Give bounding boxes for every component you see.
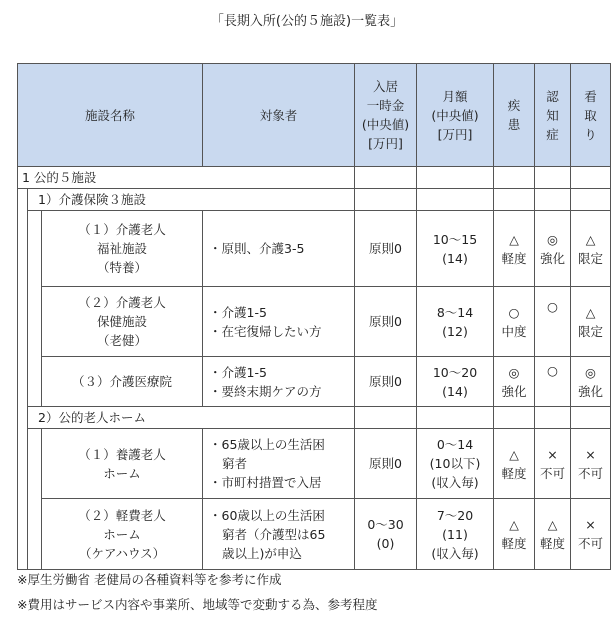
deposit-cell: 原則0 (355, 287, 417, 357)
subsection-row (18, 407, 611, 429)
target-cell: ・介護1-5 ・要終末期ケアの方 (203, 357, 355, 407)
header-monthly: 月額 (中央値) [万円] (417, 64, 494, 167)
section-title: 1 公的５施設 (18, 167, 355, 189)
section-row (18, 167, 611, 189)
header-dementia: 認 知 症 (535, 64, 571, 167)
monthly-cell: 0～14 (10以下) (収入毎) (417, 429, 494, 499)
target-cell: ・60歳以上の生活困 窮者（介護型は65 歳以上)が申込 (203, 499, 355, 570)
footnote-source: ※厚生労働省 老健局の各種資料等を参考に作成 (17, 572, 282, 587)
facility-name: （３）介護医療院 (42, 357, 203, 407)
monthly-cell: 10～15 (14) (417, 211, 494, 287)
subsection-title: 1）介護保険３施設 (28, 189, 355, 211)
table-row (18, 287, 611, 357)
terminal-cell: △ 限定 (571, 287, 611, 357)
disease-cell: △ 軽度 (494, 429, 535, 499)
header-target: 対象者 (203, 64, 355, 167)
target-cell: ・65歳以上の生活困 窮者 ・市町村措置で入居 (203, 429, 355, 499)
monthly-cell: 8～14 (12) (417, 287, 494, 357)
dementia-cell: △ 軽度 (535, 499, 571, 570)
disease-cell: △ 軽度 (494, 499, 535, 570)
subsection-title: 2）公的老人ホーム (28, 407, 355, 429)
page-title: 「長期入所(公的５施設)一覧表」 (210, 14, 404, 29)
facility-name: （１）介護老人 福祉施設 （特養） (42, 211, 203, 287)
subsection-row (18, 189, 611, 211)
target-cell: ・原則、介護3-5 (203, 211, 355, 287)
table-row (18, 429, 611, 499)
footnote-cost: ※費用はサービス内容や事業所、地域等で変動する為、参考程度 (17, 597, 378, 612)
deposit-cell: 原則0 (355, 429, 417, 499)
deposit-cell: 原則0 (355, 357, 417, 407)
header-terminal: 看 取 り (571, 64, 611, 167)
terminal-cell: × 不可 (571, 499, 611, 570)
deposit-cell: 原則0 (355, 211, 417, 287)
disease-cell: ○ 中度 (494, 287, 535, 357)
facility-table (17, 63, 611, 570)
facility-name: （１）養護老人 ホーム (42, 429, 203, 499)
disease-cell: △ 軽度 (494, 211, 535, 287)
table-row (18, 211, 611, 287)
facility-name: （２）軽費老人 ホーム （ケアハウス） (42, 499, 203, 570)
facility-name: （２）介護老人 保健施設 （老健） (42, 287, 203, 357)
dementia-cell: ◎ 強化 (535, 211, 571, 287)
table-row (18, 499, 611, 570)
header-deposit: 入居 一時金 (中央値) [万円] (355, 64, 417, 167)
header-disease: 疾 患 (494, 64, 535, 167)
terminal-cell: △ 限定 (571, 211, 611, 287)
disease-cell: ◎ 強化 (494, 357, 535, 407)
header-row (18, 64, 611, 167)
monthly-cell: 10～20 (14) (417, 357, 494, 407)
target-cell: ・介護1-5 ・在宅復帰したい方 (203, 287, 355, 357)
monthly-cell: 7～20 (11) (収入毎) (417, 499, 494, 570)
terminal-cell: × 不可 (571, 429, 611, 499)
header-facility: 施設名称 (18, 64, 203, 167)
dementia-cell: ○ (535, 287, 571, 357)
deposit-cell: 0～30 (0) (355, 499, 417, 570)
dementia-cell: ○ (535, 357, 571, 407)
dementia-cell: × 不可 (535, 429, 571, 499)
table-row (18, 357, 611, 407)
terminal-cell: ◎ 強化 (571, 357, 611, 407)
